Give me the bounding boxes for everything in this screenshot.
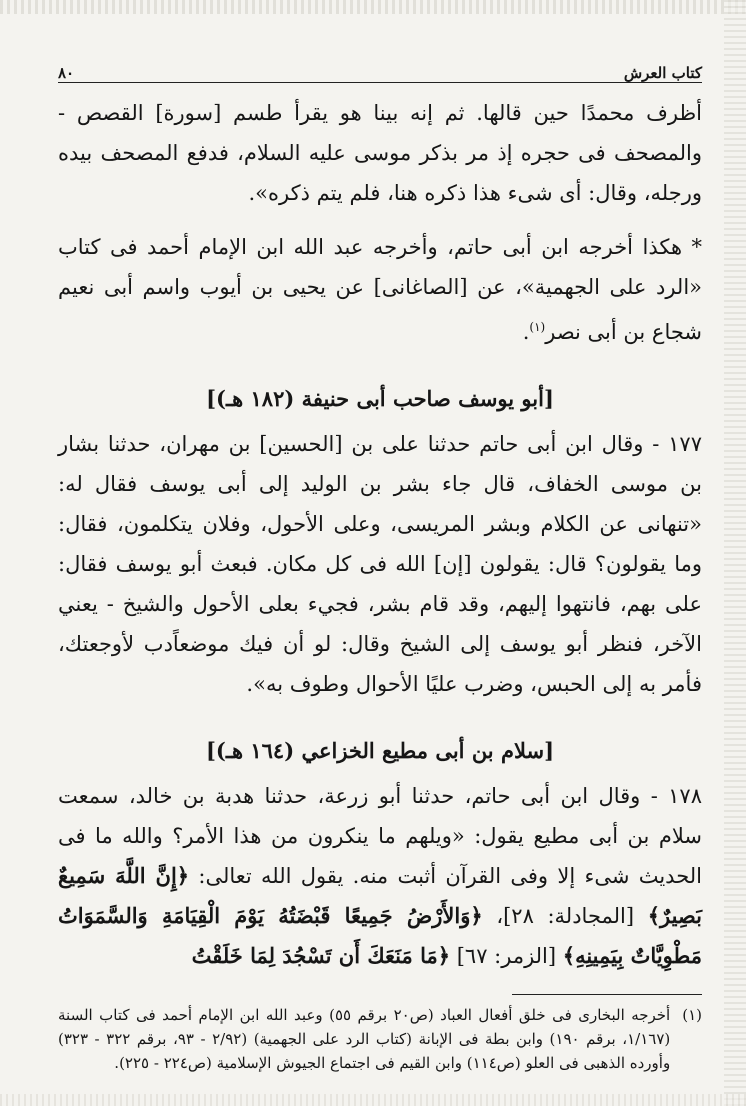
note-text: * هكذا أخرجه ابن أبى حاتم، وأخرجه عبد الله ابن الإمام أحمد فى كتاب «الرد على الجهمية»، عن [الصاغانى] عن يحيى بن أيوب واسم أبى نعيم شجاع بن أبى نصر — [58, 235, 702, 344]
quran-verse-3: ﴿مَا مَنَعَكَ أَن تَسْجُدَ لِمَا خَلَقْتُ — [191, 943, 451, 968]
footnote-ref: (١) — [529, 320, 546, 334]
verse-reference-2: [الزمر: ٦٧] — [456, 944, 557, 968]
scan-edge-right — [724, 0, 746, 1106]
quran-verse-1: ﴿إِنَّ اللَّهَ سَمِيعٌ بَصِيرٌ﴾ — [58, 863, 702, 928]
footnote — [58, 1003, 702, 1075]
paragraph-178 — [58, 776, 702, 976]
book-page — [58, 52, 702, 1075]
verse-reference-1: [المجادلة: ٢٨]، — [496, 904, 635, 928]
note-end: . — [522, 320, 530, 344]
scan-edge-bottom — [0, 1094, 746, 1106]
running-header — [58, 52, 702, 83]
quran-verse-2: ﴿وَالأَرْضُ جَمِيعًا قَبْضَتُهُ يَوْمَ الْقِيَامَةِ وَالسَّمَوَاتُ مَطْوِيَّاتٌ بِيَمِينِهِ﴾ — [58, 903, 702, 968]
page-number: ٨٠ — [58, 64, 75, 82]
footnote-number: (١) — [682, 1006, 702, 1024]
section-heading-sallam: [سلام بن أبى مطيع الخزاعي (١٦٤ هـ)] — [205, 738, 555, 763]
paragraph-note — [58, 227, 702, 352]
footnote-divider — [512, 994, 702, 995]
scan-edge-top — [0, 0, 746, 14]
footnote-text: أخرجه البخارى فى خلق أفعال العباد (ص٢٠ برقم ٥٥) وعبد الله ابن الإمام أحمد فى كتاب السنة (١/١٦٧، برقم ١٩٠) وابن بطة فى الإبانة (كتاب الرد على الجهمية) (٢/٩٢ - ٩٣، برقم ٣٢٢ - ٣٢٣) وأورده الذهبى فى العلو (ص١١٤) وابن القيم فى اجتماع الجيوش الإسلامية (ص٢٢٤ - ٢٢٥). — [58, 1006, 671, 1072]
paragraph-continuation: أظرف محمدًا حين قالها. ثم إنه بينا هو يقرأ طسم [سورة] القصص - والمصحف فى حجره إذ مر بذكر موسى عليه السلام، فدفع المصحف بيده ورجله، وقال: أى شىء هذا ذكره هنا، فلم يتم ذكره». — [58, 101, 702, 205]
paragraph-177: ١٧٧ - وقال ابن أبى حاتم حدثنا على بن [الحسين] بن مهران، حدثنا بشار بن موسى الخفاف، قال جاء بشر بن الوليد إلى أبى يوسف فقال له: «تنهانى عن الكلام وبشر المريسى، وعلى الأحول، وفلان يتكلمون، فقال: وما يقولون؟ قال: يقولون [إن] الله فى كل مكان. فبعث أبو يوسف فقال: على بهم، فانتهوا إليهم، وقد قام بشر، فجيء بعلى الأحول والشيخ - يعني الآخر، فنظر أبو يوسف إلى الشيخ وقال: لو أن فيك موضعاًدب لأوجعتك، فأمر به إلى الحبس، وضرب عليًا الأحوال وطوف به». — [58, 432, 702, 696]
section-heading-abu-yusuf: [أبو يوسف صاحب أبى حنيفة (١٨٢ هـ)] — [206, 386, 554, 411]
book-title: كتاب العرش — [623, 64, 702, 82]
paragraph-178-text: ١٧٨ - وقال ابن أبى حاتم، حدثنا أبو زرعة، حدثنا هدبة بن خالد، سمعت سلام بن أبى مطيع يقول: «ويلهم ما ينكرون من هذا الأمر؟ والله ما فى الحديث شىء إلا وفى القرآن أثبت منه. يقول الله تعالى: — [58, 784, 702, 888]
